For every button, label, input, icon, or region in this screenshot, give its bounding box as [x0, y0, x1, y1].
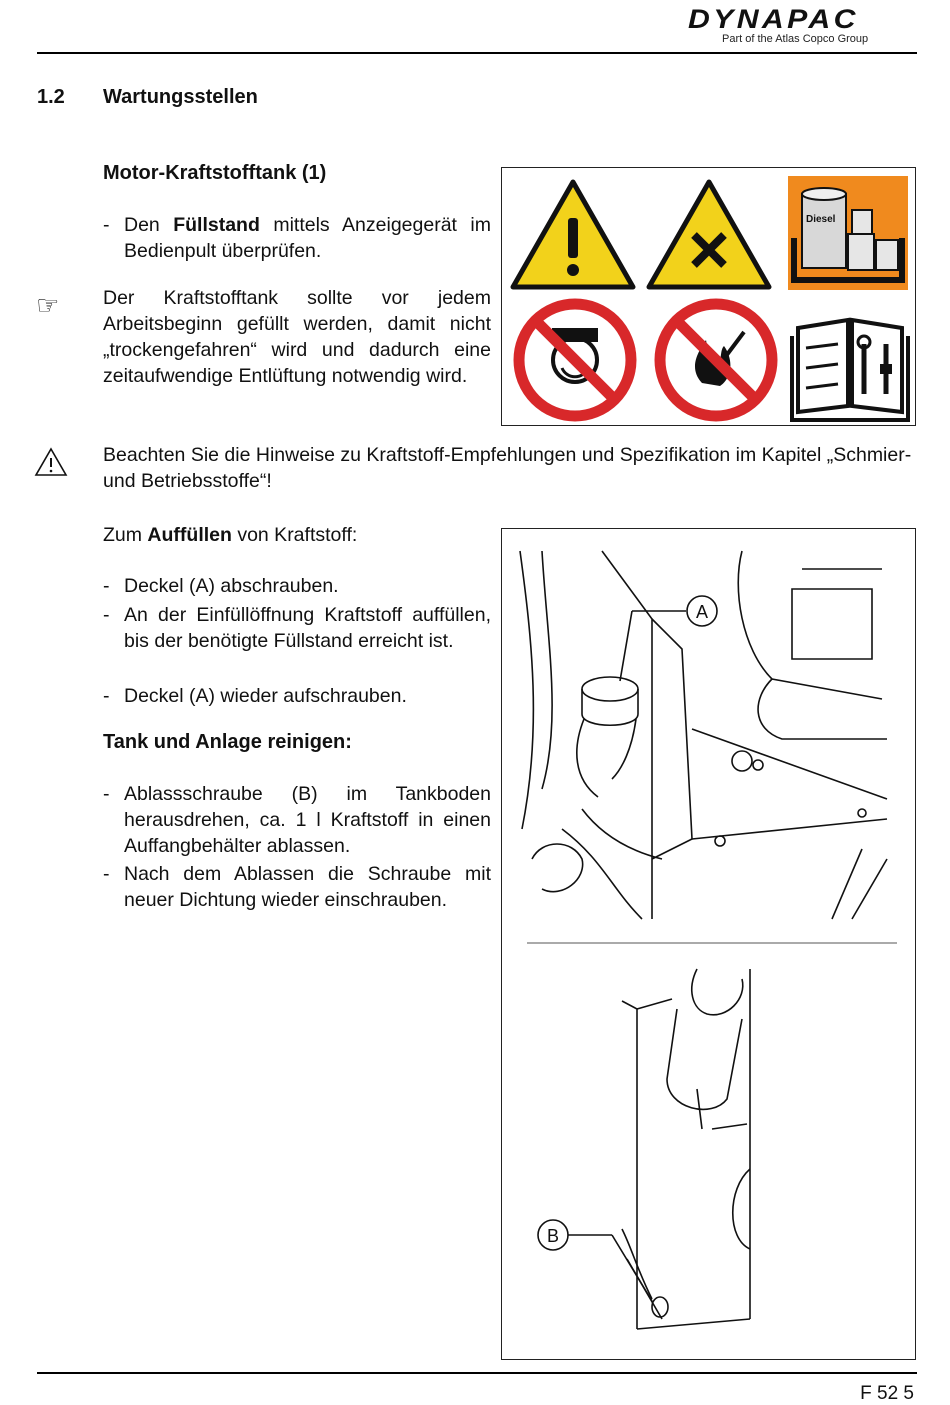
refill-step-2: - An der Einfüllöffnung Kraftstoff auffüllen, bis der benötigte Füllstand erreicht ist. [103, 604, 491, 652]
cleaning-heading: Tank und Anlage reinigen: [103, 731, 352, 753]
cleaning-step-1: - Ablassschraube (B) im Tankboden herausdrehen, ca. 1 l Kraftstoff in einen Auffangbehälter ablassen. [103, 783, 491, 857]
read-manual-sign [792, 320, 908, 420]
harmful-substance-sign [649, 182, 769, 287]
callout-b-label: B [547, 1226, 560, 1246]
safety-symbols-panel [501, 167, 916, 426]
svg-text:Diesel: Diesel [806, 214, 836, 225]
pointing-hand-icon: ☞ [36, 290, 60, 320]
callout-a-label: A [696, 602, 709, 622]
brand-subtitle: Part of the Atlas Copco Group [722, 33, 869, 45]
section-title: Wartungsstellen [103, 86, 258, 108]
no-engine-running-sign [519, 304, 631, 416]
check-level-text: Den Füllstand mittels Anzeigegerät im Bedienpult überprüfen. [124, 214, 491, 262]
section-number: 1.2 [37, 86, 65, 108]
tank-figure [501, 528, 916, 1360]
header-rule [37, 52, 917, 54]
check-level-item [103, 212, 491, 264]
refill-step-3: - Deckel (A) wieder aufschrauben. [103, 685, 407, 707]
fuel-tank-heading: Motor-Kraftstofftank (1) [103, 162, 327, 184]
page-number: F 52 5 [860, 1383, 914, 1404]
list-dash: - [103, 214, 110, 236]
warning-icon [34, 447, 68, 482]
diesel-canister-sign [788, 176, 908, 290]
no-open-flame-sign [660, 304, 772, 416]
fuel-spec-warning: Beachten Sie die Hinweise zu Kraftstoff-Empfehlungen und Spezifikation im Kapitel „Schmier- und Betriebsstoffe“! [103, 444, 912, 492]
cleaning-step-2: - Nach dem Ablassen die Schraube mit neuer Dichtung wieder einschrauben. [103, 863, 491, 911]
fill-note: Der Kraftstofftank sollte vor jedem Arbeitsbeginn gefüllt werden, damit nicht „trockengefahren“ wird und dadurch eine zeitaufwendige Entlüftung notwendig wird. [103, 287, 491, 387]
refill-intro: Zum Auffüllen von Kraftstoff: [103, 524, 358, 546]
footer-rule [37, 1372, 917, 1374]
general-warning-sign [513, 182, 633, 287]
brand-logo: DYNAPAC [688, 4, 859, 34]
refill-step-1: - Deckel (A) abschrauben. [103, 575, 339, 597]
